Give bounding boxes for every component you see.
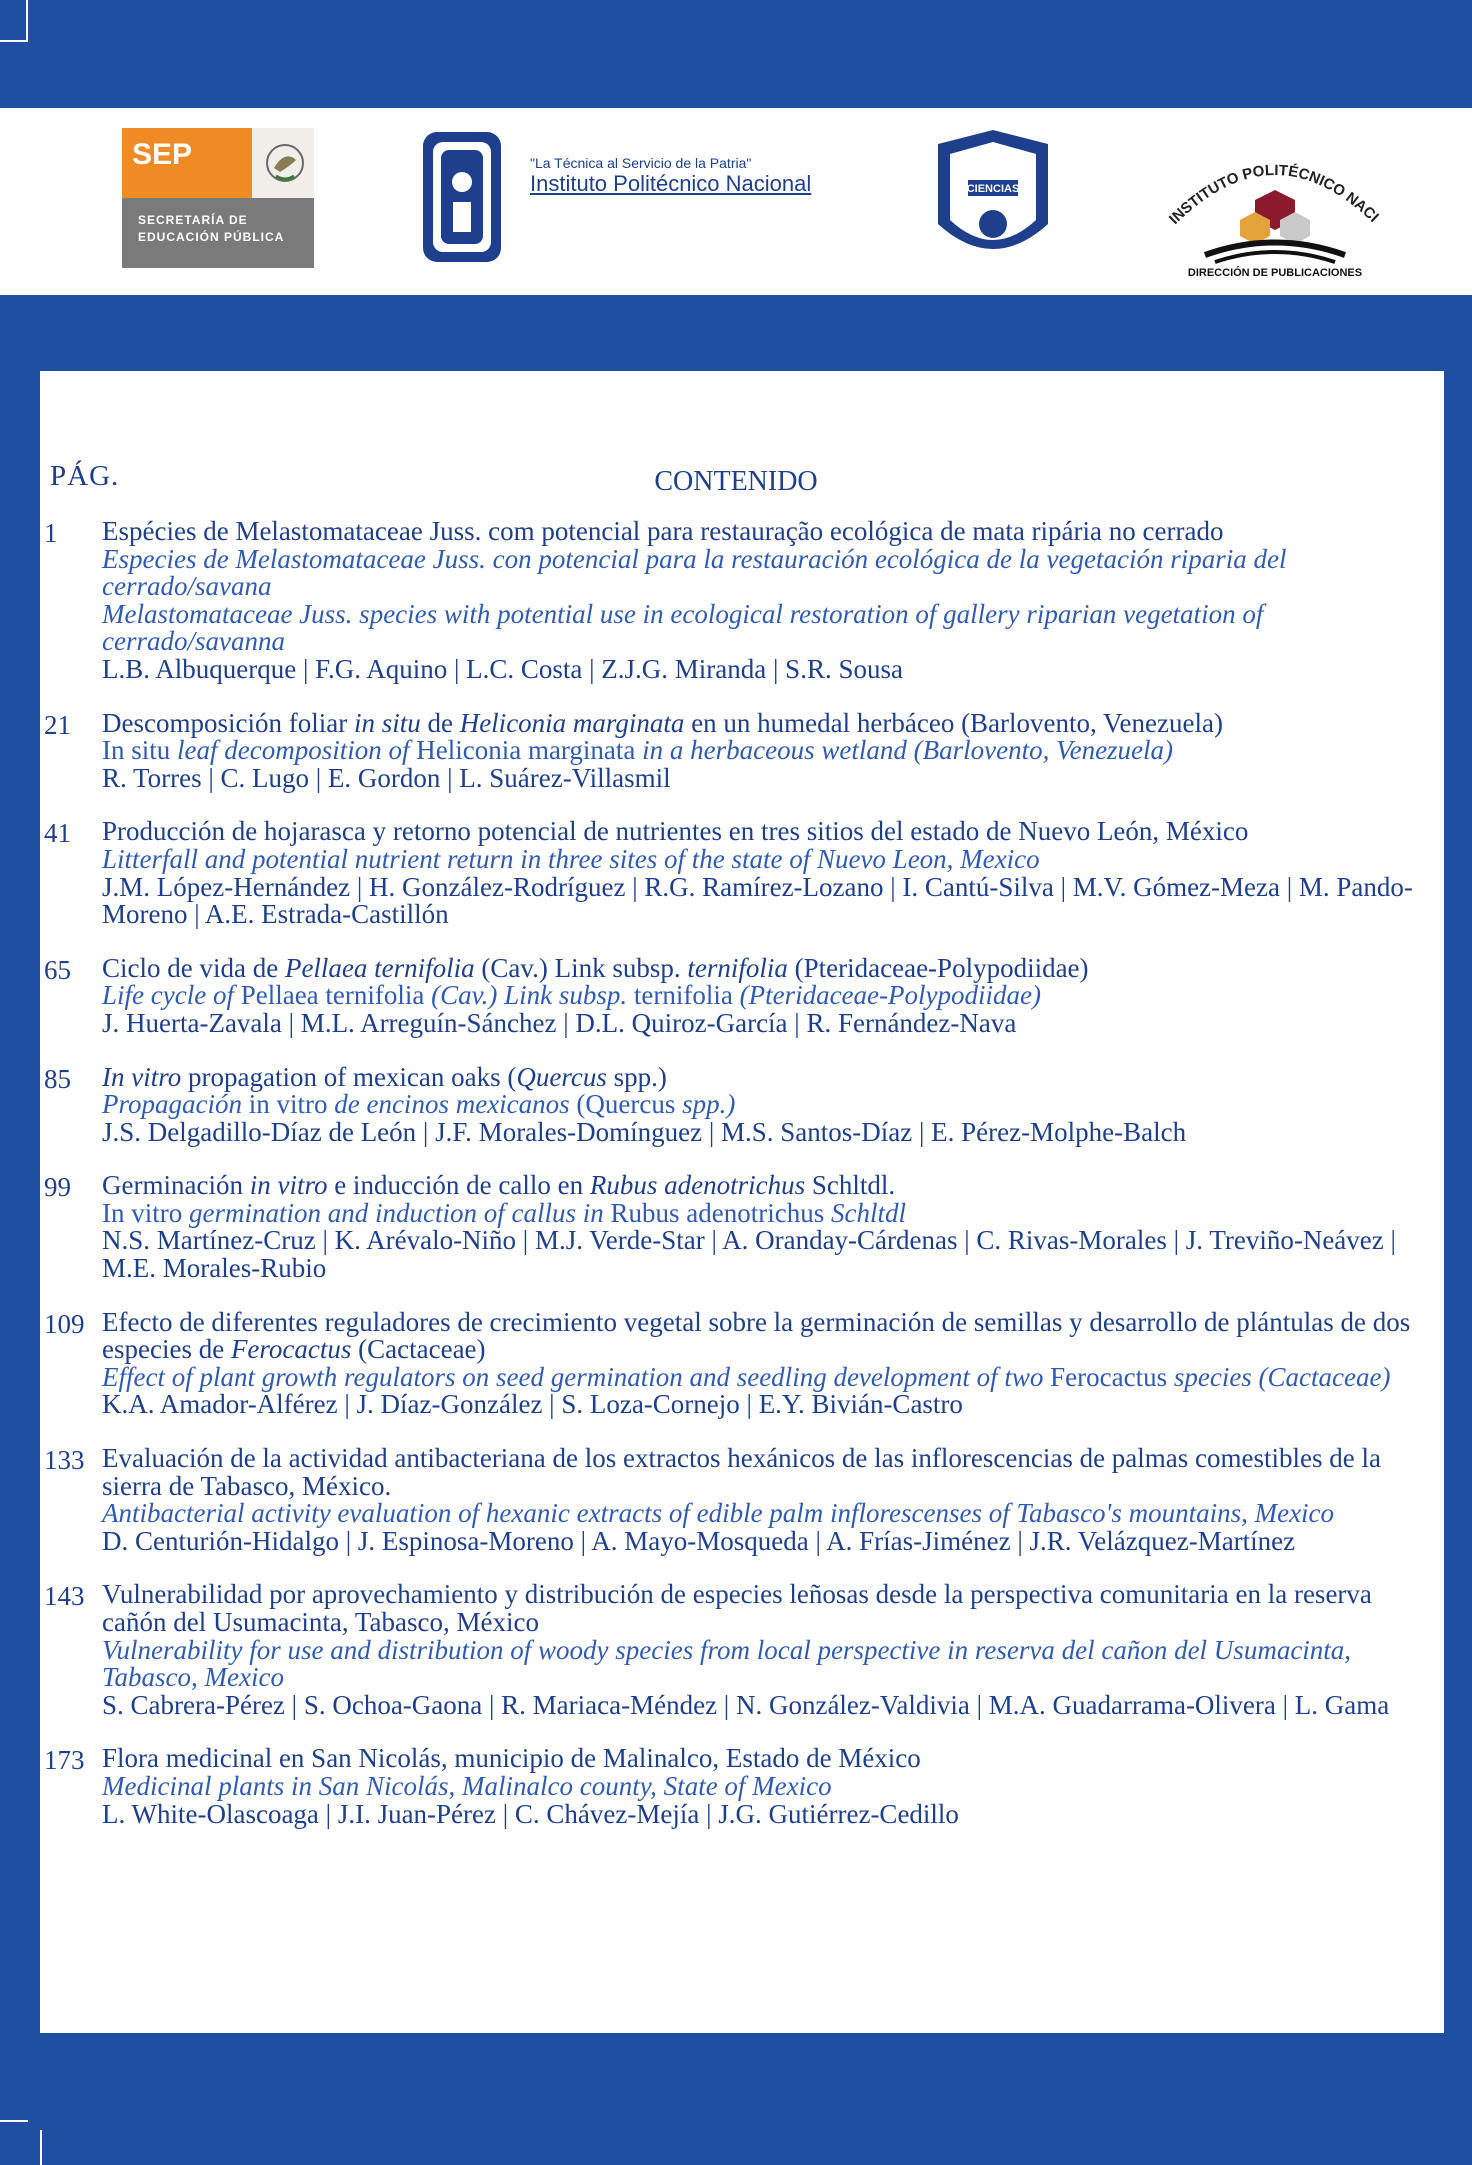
eagle-emblem-icon [262, 136, 308, 190]
toc-title: In vitro propagation of mexican oaks (Quercus spp.) [102, 1061, 667, 1092]
toc-translated-title: Effect of plant growth regulators on seed germination and seedling development of two Ferocactus species (Cactaceae) [102, 1361, 1391, 1392]
toc-title: Germinación in vitro e inducción de callo en Rubus adenotrichus Schltdl. [102, 1170, 896, 1201]
contents-heading: CONTENIDO [654, 466, 818, 497]
toc-page-number: 99 [44, 1172, 71, 1203]
crop-mark [0, 2120, 28, 2122]
toc-page-number: 65 [44, 954, 71, 985]
toc-authors: N.S. Martínez-Cruz | K. Arévalo-Niño | M.J. Verde-Star | A. Oranday-Cárdenas | C. Rivas-Morales | J. Treviño-Neávez | M.E. Morales-Rubio [102, 1225, 1396, 1284]
toc-translated-title: Especies de Melastomataceae Juss. con potencial para la restauración ecológica de la vegetación riparia del cerrado/savana [102, 543, 1287, 602]
toc-translated-title: Propagación in vitro de encinos mexicanos (Quercus spp.) [102, 1089, 736, 1120]
toc-page-number: 1 [44, 518, 58, 548]
ipn-motto: "La Técnica al Servicio de la Patria" [530, 155, 752, 171]
toc-authors: J.M. López-Hernández | H. González-Rodríguez | R.G. Ramírez-Lozano | I. Cantú-Silva | M.V. Gómez-Meza | M. Pando-Moreno | A.E. Estrada-Castillón [102, 871, 1413, 930]
toc-authors: S. Cabrera-Pérez | S. Ochoa-Gaona | R. Mariaca-Méndez | N. González-Valdivia | M.A. Guadarrama-Olivera | L. Gama [102, 1689, 1390, 1720]
toc-entry [40, 518, 1440, 684]
toc-authors: L.B. Albuquerque | F.G. Aquino | L.C. Costa | Z.J.G. Miranda | S.R. Sousa [102, 653, 903, 684]
toc-page-number: 143 [44, 1581, 85, 1612]
toc-title: Efecto de diferentes reguladores de crecimiento vegetal sobre la germinación de semillas y desarrollo de plántulas de dos especies de Ferocactus (Cactaceae) [102, 1306, 1411, 1365]
table-of-contents [40, 518, 1440, 1854]
ipn-wordmark [530, 155, 811, 197]
ccbs-seal-text: CIENCIAS [966, 183, 1020, 195]
toc-translated-title: Life cycle of Pellaea ternifolia (Cav.) Link subsp. ternifolia (Pteridaceae-Polypodiidae) [102, 980, 1041, 1011]
toc-title: Producción de hojarasca y retorno potencial de nutrientes en tres sitios del estado de Nuevo León, México [102, 816, 1249, 847]
crop-mark [40, 2130, 42, 2165]
publications-subtitle: DIRECCIÓN DE PUBLICACIONES [1187, 267, 1363, 279]
sep-name-line1: SECRETARÍA DE [138, 213, 248, 227]
crop-mark [0, 40, 28, 42]
toc-page-number: 109 [44, 1308, 85, 1339]
toc-translated-title: Litterfall and potential nutrient return in three sites of the state of Nuevo Leon, Mexico [102, 843, 1040, 874]
toc-title: Espécies de Melastomataceae Juss. com potencial para restauração ecológica de mata ripária no cerrado [102, 516, 1224, 546]
toc-title: Flora medicinal en San Nicolás, municipio de Malinalco, Estado de México [102, 1743, 921, 1774]
toc-entry [40, 952, 1440, 1038]
toc-authors: R. Torres | C. Lugo | E. Gordon | L. Suárez-Villasmil [102, 762, 671, 793]
page-column-label: PÁG. [50, 460, 120, 492]
toc-title: Ciclo de vida de Pellaea ternifolia (Cav.) Link subsp. ternifolia (Pteridaceae-Polypodiidae) [102, 952, 1089, 983]
toc-entry [40, 1061, 1440, 1147]
toc-title: Descomposición foliar in situ de Heliconia marginata en un humedal herbáceo (Barlovento, Venezuela) [102, 707, 1223, 738]
toc-authors: D. Centurión-Hidalgo | J. Espinosa-Moreno | A. Mayo-Mosqueda | A. Frías-Jiménez | J.R. Velázquez-Martínez [102, 1525, 1296, 1556]
toc-entry [40, 1445, 1440, 1555]
toc-authors: J.S. Delgadillo-Díaz de León | J.F. Morales-Domínguez | M.S. Santos-Díaz | E. Pérez-Molphe-Balch [102, 1116, 1187, 1147]
toc-authors: J. Huerta-Zavala | M.L. Arreguín-Sánchez | D.L. Quiroz-García | R. Fernández-Nava [102, 1007, 1017, 1038]
toc-authors: K.A. Amador-Alférez | J. Díaz-González | S. Loza-Cornejo | E.Y. Bivián-Castro [102, 1389, 963, 1420]
toc-authors: L. White-Olascoaga | J.I. Juan-Pérez | C. Chávez-Mejía | J.G. Gutiérrez-Cedillo [102, 1798, 959, 1829]
ipn-name: Instituto Politécnico Nacional [530, 171, 812, 196]
toc-entry [40, 1745, 1440, 1828]
publications-arc-text: INSTITUTO POLITÉCNICO NACI [1165, 161, 1382, 228]
toc-title: Evaluación de la actividad antibacteriana de los extractos hexánicos de las inflorescencias de palmas comestibles de la sierra de Tabasco, México. [102, 1443, 1381, 1501]
toc-page-number: 133 [44, 1445, 85, 1476]
toc-page-number: 21 [44, 709, 71, 740]
ipn-emblem-icon [415, 122, 510, 272]
toc-entry [40, 1172, 1440, 1282]
sep-logo [122, 128, 314, 268]
toc-title: Vulnerabilidad por aprovechamiento y distribución de especies leñosas desde la perspectiva comunitaria en la reserva cañón del Usumacinta, Tabasco, México [102, 1579, 1372, 1637]
toc-entry [40, 1581, 1440, 1719]
toc-translated-title: Medicinal plants in San Nicolás, Malinalco county, State of Mexico [102, 1770, 832, 1801]
ccbs-seal-icon [928, 124, 1058, 276]
toc-translated-title: Antibacterial activity evaluation of hexanic extracts of edible palm inflorescenses of Tabasco's mountains, Mexico [102, 1498, 1335, 1529]
toc-entry [40, 707, 1440, 793]
top-band [0, 0, 1472, 108]
sep-name-line2: EDUCACIÓN PÚBLICA [138, 230, 285, 244]
toc-translated-title: In situ leaf decomposition of Heliconia marginata in a herbaceous wetland (Barlovento, Venezuela) [102, 735, 1174, 766]
toc-entry [40, 818, 1440, 928]
toc-page-number: 85 [44, 1063, 71, 1094]
toc-page-number: 41 [44, 818, 71, 849]
toc-page-number: 173 [44, 1745, 85, 1776]
crop-mark [26, 0, 28, 40]
toc-translated-title: In vitro germination and induction of callus in Rubus adenotrichus Schltdl [102, 1197, 906, 1228]
sep-abbr: SEP [132, 138, 193, 171]
toc-entry [40, 1306, 1440, 1420]
toc-translated-title: Melastomataceae Juss. species with potential use in ecological restoration of gallery riparian vegetation of cerrado/savanna [102, 598, 1264, 657]
toc-translated-title: Vulnerability for use and distribution of woody species from local perspective in reserva del cañon del Usumacinta, Tabasco, Mexico [102, 1634, 1352, 1693]
publications-logo [1160, 150, 1390, 280]
